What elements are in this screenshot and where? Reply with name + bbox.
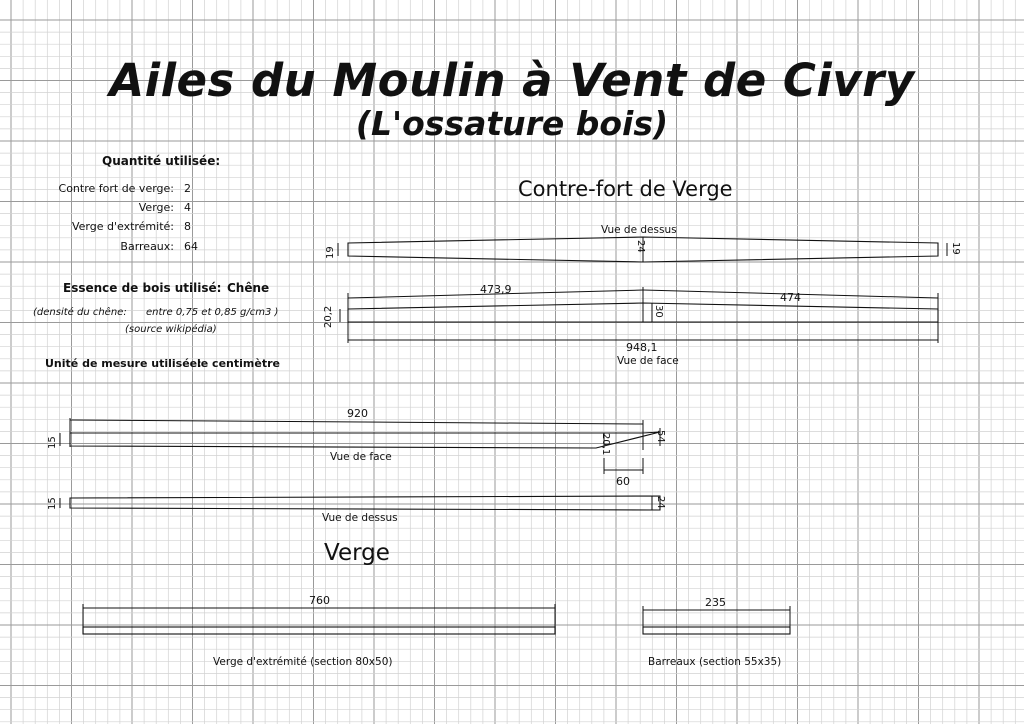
verge-top-view-shape (60, 496, 660, 510)
contrefort-right-length: 474 (780, 291, 801, 304)
verge-taper-length: 60 (616, 475, 630, 488)
unit-value: le centimètre (197, 357, 280, 370)
contrefort-face-view-shape (340, 287, 938, 343)
verge-face-view-shape (60, 418, 660, 474)
contrefort-top-left-dim: 19 (325, 246, 336, 259)
verge-top-right-width: 24 (655, 496, 666, 509)
quantity-label: Contre fort de verge: (58, 182, 174, 195)
verge-extremite-shape (83, 604, 555, 634)
verge-face-caption: Vue de face (330, 451, 392, 463)
verge-top-left-width: 15 (47, 497, 58, 510)
wood-value: Chêne (227, 281, 270, 295)
contrefort-top-mid-dim: 24 (635, 240, 646, 253)
quantity-heading: Quantité utilisée: (102, 154, 221, 168)
contrefort-face-caption: Vue de face (617, 355, 679, 367)
quantity-value: 2 (184, 182, 191, 195)
contrefort-left-height: 20,2 (323, 305, 334, 328)
barreaux-shape (643, 606, 790, 634)
contrefort-heading: Contre-fort de Verge (518, 177, 733, 201)
quantity-value: 64 (184, 240, 198, 253)
verge-heading: Verge (324, 540, 390, 566)
verge-extremite-caption: Verge d'extrémité (section 80x50) (213, 656, 393, 668)
contrefort-top-caption: Vue de dessus (601, 224, 677, 236)
verge-top-caption: Vue de dessus (322, 512, 398, 524)
wood-label: Essence de bois utilisé: (63, 281, 222, 295)
quantity-label: Barreaux: (120, 240, 174, 253)
page-title: Ailes du Moulin à Vent de Civry (109, 54, 915, 107)
density-label: (densité du chêne: (33, 307, 127, 318)
contrefort-mid-height: 30 (653, 305, 664, 318)
verge-extremite-length: 760 (309, 594, 330, 607)
contrefort-top-right-dim: 19 (950, 242, 961, 255)
verge-taper-height: 20,1 (600, 433, 611, 456)
verge-left-height: 15 (47, 436, 58, 449)
unit-label: Unité de mesure utilisée: (45, 357, 202, 370)
quantity-label: Verge d'extrémité: (71, 220, 174, 233)
contrefort-total-length: 948,1 (626, 341, 658, 354)
barreaux-length: 235 (705, 596, 726, 609)
page-subtitle: (L'ossature bois) (355, 104, 669, 143)
quantity-value: 8 (184, 220, 191, 233)
density-source: (source wikipédia) (125, 324, 217, 335)
verge-right-height: 54 (655, 430, 666, 443)
quantity-value: 4 (184, 201, 191, 214)
density-value: entre 0,75 et 0,85 g/cm3 ) (146, 307, 279, 318)
quantity-label: Verge: (138, 201, 174, 214)
contrefort-left-length: 473,9 (480, 283, 512, 296)
verge-length: 920 (347, 407, 368, 420)
barreaux-caption: Barreaux (section 55x35) (648, 656, 782, 668)
